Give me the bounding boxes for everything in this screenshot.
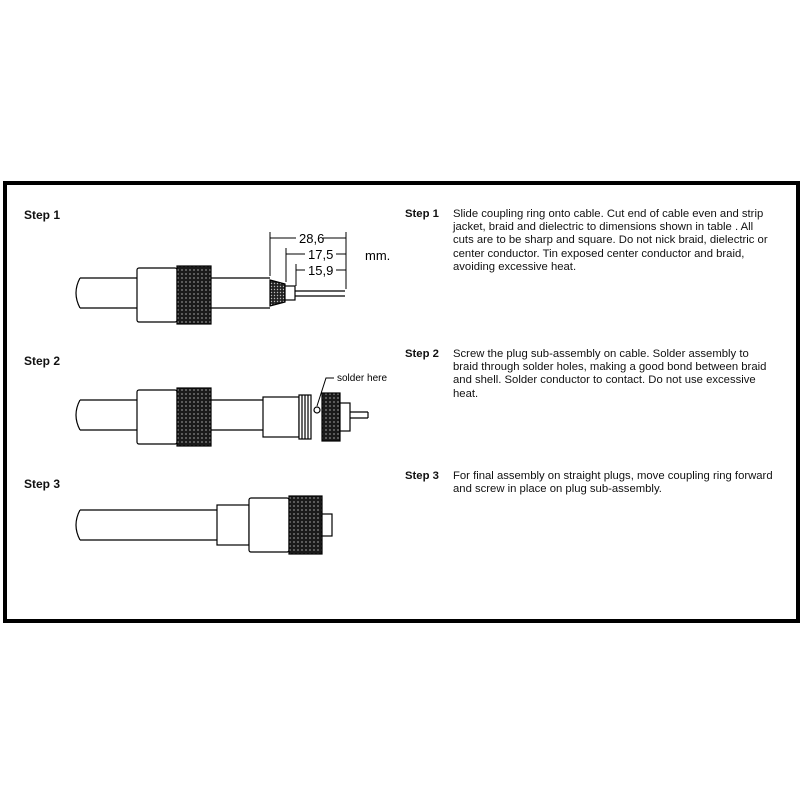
- step-1-drawing: [76, 266, 345, 324]
- step-3-text: For final assembly on straight plugs, move coupling ring forward and screw in place on plug sub-assembly.: [453, 470, 773, 496]
- step-1-text: Slide coupling ring onto cable. Cut end of cable even and strip jacket, braid and dielectric to dimensions shown in table . All cuts are to be sharp and square. Do not nick braid, dielectric or center conductor. Tin exposed center conductor and braid, avoiding excessive heat.: [453, 208, 768, 273]
- step-3-drawing: [76, 496, 332, 554]
- step-1-figure-label: Step 1: [24, 208, 61, 222]
- step-1-label: Step 1: [405, 208, 439, 220]
- step-3-label: Step 3: [405, 470, 439, 482]
- step-3-figure-label: Step 3: [24, 477, 61, 491]
- step-2-text: Screw the plug sub-assembly on cable. Solder assembly to braid through solder holes, making a good bond between braid and shell. Solder conductor to contact. Do not use excessive heat.: [453, 348, 767, 400]
- dimension-15-9: 15,9: [308, 263, 334, 278]
- step-2-drawing: [76, 388, 368, 446]
- dimension-17-5: 17,5: [308, 247, 334, 262]
- step-2-label: Step 2: [405, 348, 439, 360]
- step-2-figure-label: Step 2: [24, 354, 61, 368]
- dimension-28-6: 28,6: [299, 231, 325, 246]
- solder-here-label: solder here: [337, 373, 388, 384]
- dimension-unit: mm.: [365, 248, 391, 263]
